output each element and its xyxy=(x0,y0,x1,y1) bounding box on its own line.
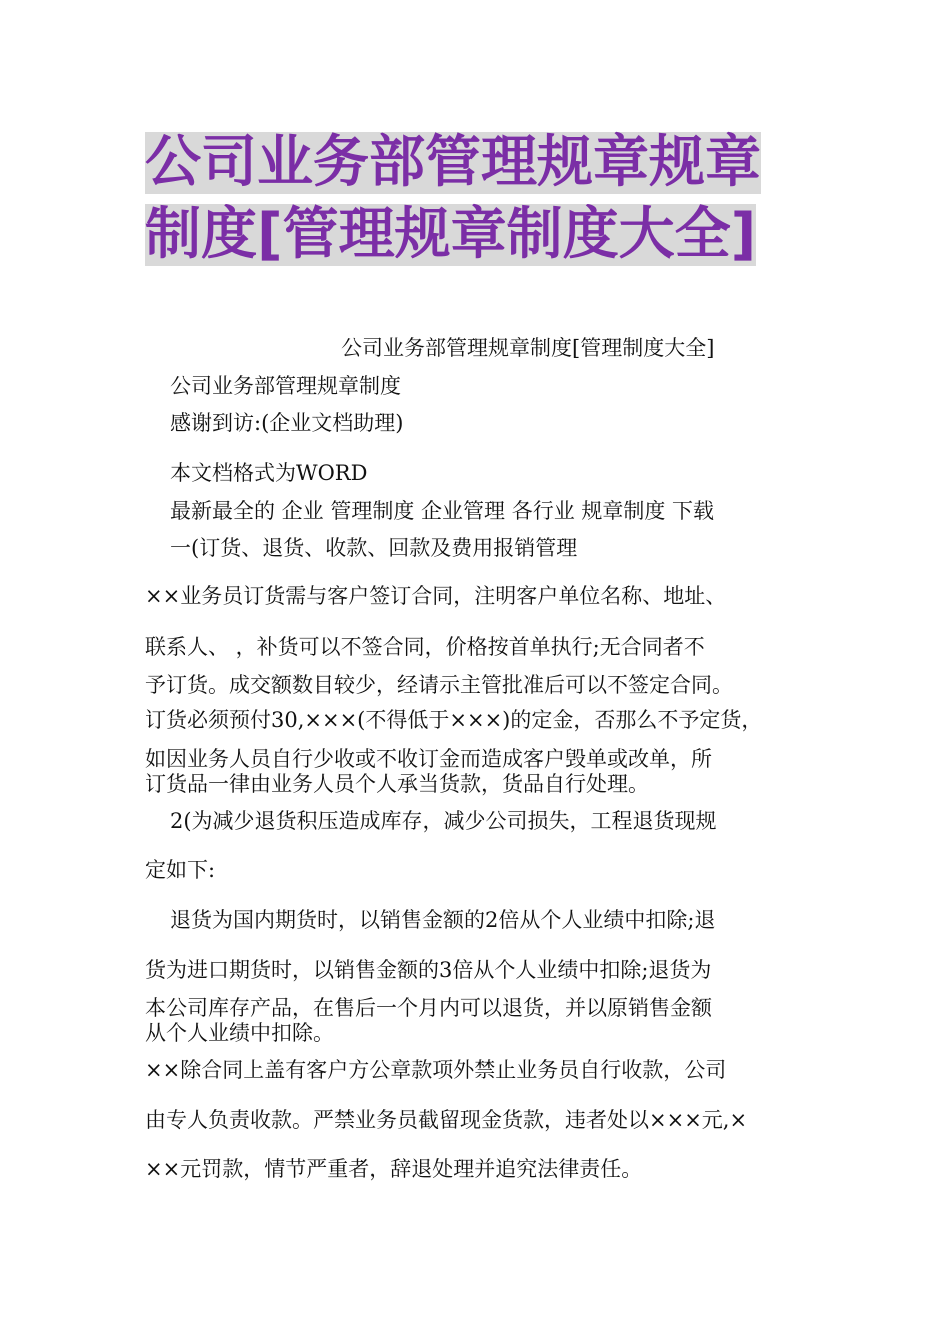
paragraph-line: 定如下: xyxy=(145,858,216,882)
paragraph-line: 从个人业绩中扣除。 xyxy=(145,1021,334,1045)
thanks-line: 感谢到访:(企业文档助理) xyxy=(170,411,404,435)
paragraph-line: 联系人、 ，补货可以不签合同，价格按首单执行;无合同者不 xyxy=(145,635,705,659)
paragraph-line: 货为进口期货时，以销售金额的3倍从个人业绩中扣除;退货为 xyxy=(145,958,712,982)
paragraph-line: 如因业务人员自行少收或不收订金而造成客户毁单或改单，所 xyxy=(145,747,712,771)
document-title-line-2: 制度[管理规章制度大全] xyxy=(145,202,757,267)
paragraph-line: 2(为减少退货积压造成库存，减少公司损失，工程退货现规 xyxy=(170,809,717,833)
format-line: 本文档格式为WORD xyxy=(170,461,368,485)
paragraph-line: 由专人负责收款。严禁业务员截留现金货款，违者处以×××元,× xyxy=(145,1108,748,1132)
intro-title: 公司业务部管理规章制度 xyxy=(170,374,401,398)
paragraph-line: 退货为国内期货时，以销售金额的2倍从个人业绩中扣除;退 xyxy=(170,908,716,932)
paragraph-line: ××元罚款，情节严重者，辞退处理并追究法律责任。 xyxy=(145,1157,643,1181)
subtitle: 公司业务部管理规章制度[管理制度大全] xyxy=(341,336,715,360)
document-title-line-1: 公司业务部管理规章规章 xyxy=(145,130,761,195)
paragraph-line: ××除合同上盖有客户方公章款项外禁止业务员自行收款，公司 xyxy=(145,1058,727,1082)
paragraph-line: 订货必须预付30,×××(不得低于×××)的定金，否那么不予定货， xyxy=(145,708,763,732)
paragraph-line: 本公司库存产品，在售后一个月内可以退货，并以原销售金额 xyxy=(145,996,712,1020)
paragraph-line: ××业务员订货需与客户签订合同，注明客户单位名称、地址、 xyxy=(145,584,727,608)
download-line: 最新最全的 企业 管理制度 企业管理 各行业 规章制度 下载 xyxy=(170,499,715,523)
paragraph-line: 予订货。成交额数目较少，经请示主管批准后可以不签定合同。 xyxy=(145,673,733,697)
paragraph-line: 订货品一律由业务人员个人承当货款，货品自行处理。 xyxy=(145,772,649,796)
section-heading: 一(订货、退货、收款、回款及费用报销管理 xyxy=(170,536,578,560)
